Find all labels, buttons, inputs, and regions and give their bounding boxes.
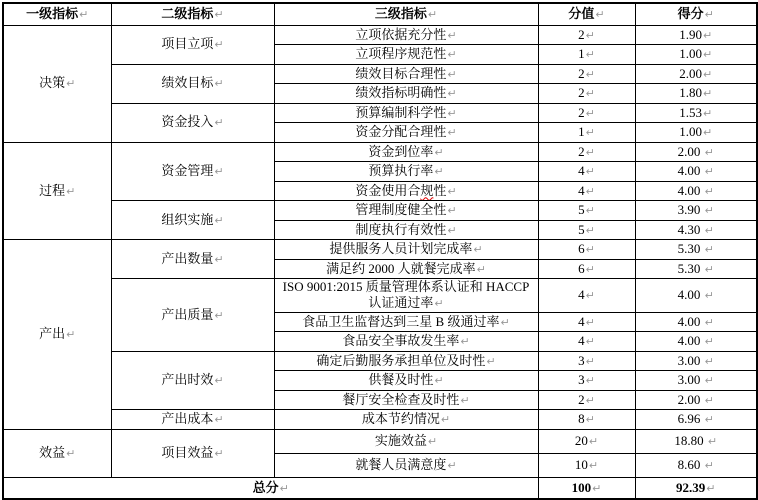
paragraph-mark-icon: ↵ xyxy=(703,126,713,140)
header-row xyxy=(3,3,757,25)
table-row xyxy=(3,351,757,371)
paragraph-mark-icon: ↵ xyxy=(704,393,714,407)
l1-label: 效益 xyxy=(39,444,66,460)
paragraph-mark-icon: ↵ xyxy=(447,458,457,472)
paragraph-mark-icon: ↵ xyxy=(214,8,224,22)
paragraph-mark-icon: ↵ xyxy=(434,297,444,311)
got-cell xyxy=(635,64,757,84)
got-cell xyxy=(635,25,757,45)
got-value: 3.00 xyxy=(677,372,704,388)
l3-label: 确定后勤服务承担单位及时性 xyxy=(316,352,486,368)
header-label: 得分 xyxy=(677,6,704,22)
paragraph-mark-icon: ↵ xyxy=(704,374,714,388)
paragraph-mark-icon: ↵ xyxy=(704,289,714,303)
l3-cell xyxy=(274,279,538,313)
paragraph-mark-icon: ↵ xyxy=(66,184,76,198)
paragraph-mark-icon: ↵ xyxy=(588,458,599,472)
l2-cell xyxy=(111,103,274,142)
l3-label: 制度执行有效性 xyxy=(355,221,447,237)
score-cell xyxy=(538,45,635,65)
evaluation-table xyxy=(2,2,758,500)
score-cell xyxy=(538,453,635,477)
score-value: 5 xyxy=(578,221,585,237)
l3-label: 实施效益 xyxy=(374,432,427,448)
l1-label: 产出 xyxy=(39,326,66,342)
score-cell xyxy=(538,123,635,143)
paragraph-mark-icon: ↵ xyxy=(585,393,595,407)
got-value: 18.80 xyxy=(674,432,707,448)
got-cell xyxy=(635,162,757,182)
got-cell xyxy=(635,123,757,143)
got-value: 1.00 xyxy=(679,46,703,62)
l3-label: 供餐及时性 xyxy=(368,372,434,388)
paragraph-mark-icon: ↵ xyxy=(79,8,89,22)
l1-cell-juece xyxy=(3,25,111,142)
paragraph-mark-icon: ↵ xyxy=(588,434,599,448)
l2-label: 产出质量 xyxy=(161,306,214,322)
total-label-cell xyxy=(3,477,538,499)
paragraph-mark-icon: ↵ xyxy=(595,8,605,22)
l3-cell xyxy=(274,259,538,279)
l1-cell-xiaoyi xyxy=(3,429,111,477)
got-value: 6.96 xyxy=(677,411,704,427)
l2-label: 产出时效 xyxy=(161,372,214,388)
header-label: 一级指标 xyxy=(26,6,79,22)
paragraph-mark-icon: ↵ xyxy=(585,184,595,198)
paragraph-mark-icon: ↵ xyxy=(460,393,470,407)
l3-label: 食品卫生监督达到三星 B 级通过率 xyxy=(302,313,500,329)
got-cell xyxy=(635,259,757,279)
l1-label: 决策 xyxy=(39,75,66,91)
l1-label: 过程 xyxy=(39,182,66,198)
header-cell-level2 xyxy=(111,3,274,25)
l2-cell xyxy=(111,429,274,477)
got-cell xyxy=(635,429,757,453)
got-value: 1.00 xyxy=(679,124,703,140)
paragraph-mark-icon: ↵ xyxy=(704,145,714,159)
paragraph-mark-icon: ↵ xyxy=(214,252,224,266)
score-cell xyxy=(538,201,635,221)
paragraph-mark-icon: ↵ xyxy=(427,8,438,22)
paragraph-mark-icon: ↵ xyxy=(704,204,714,218)
paragraph-mark-icon: ↵ xyxy=(585,204,595,218)
score-value: 3 xyxy=(578,352,585,368)
paragraph-mark-icon: ↵ xyxy=(500,315,510,329)
l2-cell xyxy=(111,240,274,279)
l3-cell xyxy=(274,64,538,84)
paragraph-mark-icon: ↵ xyxy=(447,87,457,101)
paragraph-mark-icon: ↵ xyxy=(434,145,444,159)
header-label: 三级指标 xyxy=(374,6,427,22)
l2-cell xyxy=(111,351,274,410)
paragraph-mark-icon: ↵ xyxy=(585,67,595,81)
score-cell xyxy=(538,64,635,84)
l3-cell xyxy=(274,181,538,201)
paragraph-mark-icon: ↵ xyxy=(704,184,714,198)
total-score-cell xyxy=(538,477,635,499)
l2-label: 产出数量 xyxy=(161,250,214,266)
l3-label: 性 xyxy=(433,182,447,198)
paragraph-mark-icon: ↵ xyxy=(447,223,457,237)
score-cell xyxy=(538,162,635,182)
header-cell-score xyxy=(538,3,635,25)
got-value: 3.90 xyxy=(677,202,704,218)
l3-cell xyxy=(274,453,538,477)
total-score-value: 100 xyxy=(571,479,592,495)
l3-label: 预算执行率 xyxy=(368,163,434,179)
l3-cell xyxy=(274,84,538,104)
l2-cell xyxy=(111,64,274,103)
score-cell xyxy=(538,181,635,201)
score-value: 4 xyxy=(578,313,585,329)
header-cell-got xyxy=(635,3,757,25)
l3-label: 食品安全事故发生率 xyxy=(342,333,460,349)
paragraph-mark-icon: ↵ xyxy=(447,48,457,62)
spellcheck-underline: 规 xyxy=(420,182,434,198)
l3-cell xyxy=(274,25,538,45)
got-cell xyxy=(635,410,757,430)
paragraph-mark-icon: ↵ xyxy=(592,481,602,495)
l3-label: 餐厅安全检查及时性 xyxy=(342,391,460,407)
got-cell xyxy=(635,390,757,410)
paragraph-mark-icon: ↵ xyxy=(447,204,457,218)
paragraph-mark-icon: ↵ xyxy=(585,223,595,237)
got-cell xyxy=(635,220,757,240)
paragraph-mark-icon: ↵ xyxy=(585,106,595,120)
paragraph-mark-icon: ↵ xyxy=(66,328,76,342)
header-cell-level1 xyxy=(3,3,111,25)
got-value: 4.00 xyxy=(677,182,704,198)
l2-cell xyxy=(111,410,274,430)
got-value: 4.00 xyxy=(677,333,704,349)
paragraph-mark-icon: ↵ xyxy=(473,243,483,257)
score-cell xyxy=(538,279,635,313)
score-value: 4 xyxy=(578,333,585,349)
l3-cell xyxy=(274,351,538,371)
got-cell xyxy=(635,181,757,201)
paragraph-mark-icon: ↵ xyxy=(214,213,224,227)
l3-label: 绩效指标明确性 xyxy=(355,85,447,101)
paragraph-mark-icon: ↵ xyxy=(585,374,595,388)
got-value: 4.00 xyxy=(677,313,704,329)
l2-label: 绩效目标 xyxy=(161,75,214,91)
l3-label: 资金使用合 xyxy=(355,182,421,198)
table-row xyxy=(3,103,757,123)
l2-cell xyxy=(111,142,274,201)
paragraph-mark-icon: ↵ xyxy=(214,38,224,52)
l3-cell xyxy=(274,240,538,260)
l3-cell xyxy=(274,390,538,410)
got-value: 1.53 xyxy=(679,104,703,120)
score-value: 6 xyxy=(578,260,585,276)
l2-cell xyxy=(111,201,274,240)
got-cell xyxy=(635,279,757,313)
score-cell xyxy=(538,142,635,162)
l3-label: 立项程序规范性 xyxy=(355,46,447,62)
l3-label: 预算编制科学性 xyxy=(355,104,447,120)
l2-label: 项目效益 xyxy=(161,444,214,460)
paragraph-mark-icon: ↵ xyxy=(440,413,451,427)
l3-label: 管理制度健全性 xyxy=(355,202,447,218)
score-value: 1 xyxy=(578,124,585,140)
l3-label: 就餐人员满意度 xyxy=(355,456,447,472)
paragraph-mark-icon: ↵ xyxy=(703,28,713,42)
l3-cell xyxy=(274,45,538,65)
score-value: 1 xyxy=(578,46,585,62)
paragraph-mark-icon: ↵ xyxy=(66,77,76,91)
paragraph-mark-icon: ↵ xyxy=(447,28,457,42)
score-value: 2 xyxy=(578,391,585,407)
paragraph-mark-icon: ↵ xyxy=(447,126,457,140)
paragraph-mark-icon: ↵ xyxy=(704,165,714,179)
l3-cell xyxy=(274,312,538,332)
score-cell xyxy=(538,103,635,123)
score-value: 8 xyxy=(578,411,585,427)
l3-cell xyxy=(274,123,538,143)
header-cell-level3 xyxy=(274,3,538,25)
total-got-cell xyxy=(635,477,757,499)
table-row xyxy=(3,201,757,221)
score-value: 2 xyxy=(578,85,585,101)
l2-cell xyxy=(111,279,274,352)
l1-cell-chanchu xyxy=(3,240,111,430)
score-cell xyxy=(538,84,635,104)
paragraph-mark-icon: ↵ xyxy=(703,48,713,62)
l2-cell xyxy=(111,25,274,64)
paragraph-mark-icon: ↵ xyxy=(704,335,714,349)
score-value: 2 xyxy=(578,65,585,81)
paragraph-mark-icon: ↵ xyxy=(703,87,713,101)
paragraph-mark-icon: ↵ xyxy=(447,106,457,120)
got-cell xyxy=(635,453,757,477)
got-value: 4.30 xyxy=(677,221,704,237)
l2-label: 资金管理 xyxy=(161,163,214,179)
paragraph-mark-icon: ↵ xyxy=(214,413,224,427)
paragraph-mark-icon: ↵ xyxy=(704,458,714,472)
got-value: 5.30 xyxy=(677,241,704,257)
score-value: 2 xyxy=(578,26,585,42)
paragraph-mark-icon: ↵ xyxy=(447,184,457,198)
score-value: 20 xyxy=(574,432,588,448)
got-value: 4.00 xyxy=(677,163,704,179)
l3-cell xyxy=(274,332,538,352)
score-value: 4 xyxy=(578,287,585,303)
l3-label: ISO 9001:2015 质量管理体系认证和 HACCP 认证通过率 xyxy=(282,279,530,311)
table-row xyxy=(3,25,757,45)
l3-label: 绩效目标合理性 xyxy=(355,65,447,81)
paragraph-mark-icon: ↵ xyxy=(279,481,289,495)
got-value: 3.00 xyxy=(677,352,704,368)
total-got-value: 92.39 xyxy=(676,479,706,495)
got-cell xyxy=(635,103,757,123)
paragraph-mark-icon: ↵ xyxy=(434,374,444,388)
paragraph-mark-icon: ↵ xyxy=(214,165,224,179)
l3-cell xyxy=(274,220,538,240)
got-value: 1.80 xyxy=(679,85,703,101)
got-value: 5.30 xyxy=(677,260,704,276)
paragraph-mark-icon: ↵ xyxy=(585,126,595,140)
score-value: 6 xyxy=(578,241,585,257)
score-cell xyxy=(538,220,635,240)
score-cell xyxy=(538,25,635,45)
l3-cell xyxy=(274,142,538,162)
score-cell xyxy=(538,240,635,260)
l3-label: 资金分配合理性 xyxy=(355,124,447,140)
table-row xyxy=(3,142,757,162)
table-row xyxy=(3,279,757,313)
paragraph-mark-icon: ↵ xyxy=(703,106,713,120)
score-cell xyxy=(538,312,635,332)
paragraph-mark-icon: ↵ xyxy=(704,223,714,237)
paragraph-mark-icon: ↵ xyxy=(585,262,595,276)
total-row xyxy=(3,477,757,499)
paragraph-mark-icon: ↵ xyxy=(585,87,595,101)
l3-cell xyxy=(274,410,538,430)
got-value: 2.00 xyxy=(679,65,703,81)
paragraph-mark-icon: ↵ xyxy=(703,67,713,81)
paragraph-mark-icon: ↵ xyxy=(585,315,595,329)
got-value: 2.00 xyxy=(677,391,704,407)
l2-label: 项目立项 xyxy=(161,36,214,52)
paragraph-mark-icon: ↵ xyxy=(704,315,714,329)
score-value: 10 xyxy=(574,456,588,472)
paragraph-mark-icon: ↵ xyxy=(434,165,444,179)
score-value: 4 xyxy=(578,182,585,198)
paragraph-mark-icon: ↵ xyxy=(585,413,595,427)
paragraph-mark-icon: ↵ xyxy=(704,262,714,276)
paragraph-mark-icon: ↵ xyxy=(704,413,714,427)
paragraph-mark-icon: ↵ xyxy=(214,374,224,388)
l2-label: 产出成本 xyxy=(161,411,214,427)
paragraph-mark-icon: ↵ xyxy=(704,354,714,368)
score-value: 2 xyxy=(578,104,585,120)
score-cell xyxy=(538,332,635,352)
paragraph-mark-icon: ↵ xyxy=(214,446,224,460)
paragraph-mark-icon: ↵ xyxy=(706,481,716,495)
paragraph-mark-icon: ↵ xyxy=(427,434,438,448)
got-value: 2.00 xyxy=(677,143,704,159)
score-value: 3 xyxy=(578,372,585,388)
l2-label: 组织实施 xyxy=(161,211,214,227)
paragraph-mark-icon: ↵ xyxy=(585,335,595,349)
l3-cell xyxy=(274,162,538,182)
paragraph-mark-icon: ↵ xyxy=(447,67,457,81)
l3-cell xyxy=(274,103,538,123)
paragraph-mark-icon: ↵ xyxy=(585,289,595,303)
paragraph-mark-icon: ↵ xyxy=(585,28,595,42)
got-value: 8.60 xyxy=(677,456,704,472)
l3-label: 立项依据充分性 xyxy=(355,26,447,42)
paragraph-mark-icon: ↵ xyxy=(214,308,224,322)
table-row xyxy=(3,240,757,260)
l2-label: 资金投入 xyxy=(161,114,214,130)
paragraph-mark-icon: ↵ xyxy=(214,116,224,130)
header-label: 二级指标 xyxy=(161,6,214,22)
l3-cell xyxy=(274,201,538,221)
l3-label: 资金到位率 xyxy=(368,143,434,159)
score-value: 4 xyxy=(578,163,585,179)
header-label: 分值 xyxy=(568,6,595,22)
l3-label: 满足约 2000 人就餐完成率 xyxy=(326,260,476,276)
l1-cell-guocheng xyxy=(3,142,111,240)
got-cell xyxy=(635,240,757,260)
paragraph-mark-icon: ↵ xyxy=(585,243,595,257)
paragraph-mark-icon: ↵ xyxy=(585,145,595,159)
table-row xyxy=(3,429,757,453)
paragraph-mark-icon: ↵ xyxy=(214,77,224,91)
got-cell xyxy=(635,332,757,352)
got-cell xyxy=(635,312,757,332)
score-value: 5 xyxy=(578,202,585,218)
score-cell xyxy=(538,351,635,371)
paragraph-mark-icon: ↵ xyxy=(476,262,486,276)
score-cell xyxy=(538,429,635,453)
paragraph-mark-icon: ↵ xyxy=(704,243,714,257)
paragraph-mark-icon: ↵ xyxy=(66,446,76,460)
score-cell xyxy=(538,390,635,410)
paragraph-mark-icon: ↵ xyxy=(585,165,595,179)
paragraph-mark-icon: ↵ xyxy=(707,434,718,448)
got-cell xyxy=(635,45,757,65)
paragraph-mark-icon: ↵ xyxy=(585,48,595,62)
got-cell xyxy=(635,371,757,391)
l3-label: 成本节约情况 xyxy=(361,411,440,427)
paragraph-mark-icon: ↵ xyxy=(486,354,496,368)
got-cell xyxy=(635,201,757,221)
score-cell xyxy=(538,259,635,279)
score-value: 2 xyxy=(578,143,585,159)
got-cell xyxy=(635,84,757,104)
l3-cell xyxy=(274,429,538,453)
table-row xyxy=(3,64,757,84)
got-cell xyxy=(635,351,757,371)
got-value: 1.90 xyxy=(679,26,703,42)
paragraph-mark-icon: ↵ xyxy=(704,8,714,22)
score-cell xyxy=(538,371,635,391)
score-cell xyxy=(538,410,635,430)
paragraph-mark-icon: ↵ xyxy=(585,354,595,368)
total-label: 总分 xyxy=(252,479,279,495)
got-value: 4.00 xyxy=(677,287,704,303)
l3-label: 提供服务人员计划完成率 xyxy=(329,241,473,257)
paragraph-mark-icon: ↵ xyxy=(460,335,470,349)
table-row xyxy=(3,410,757,430)
l3-cell xyxy=(274,371,538,391)
got-cell xyxy=(635,142,757,162)
